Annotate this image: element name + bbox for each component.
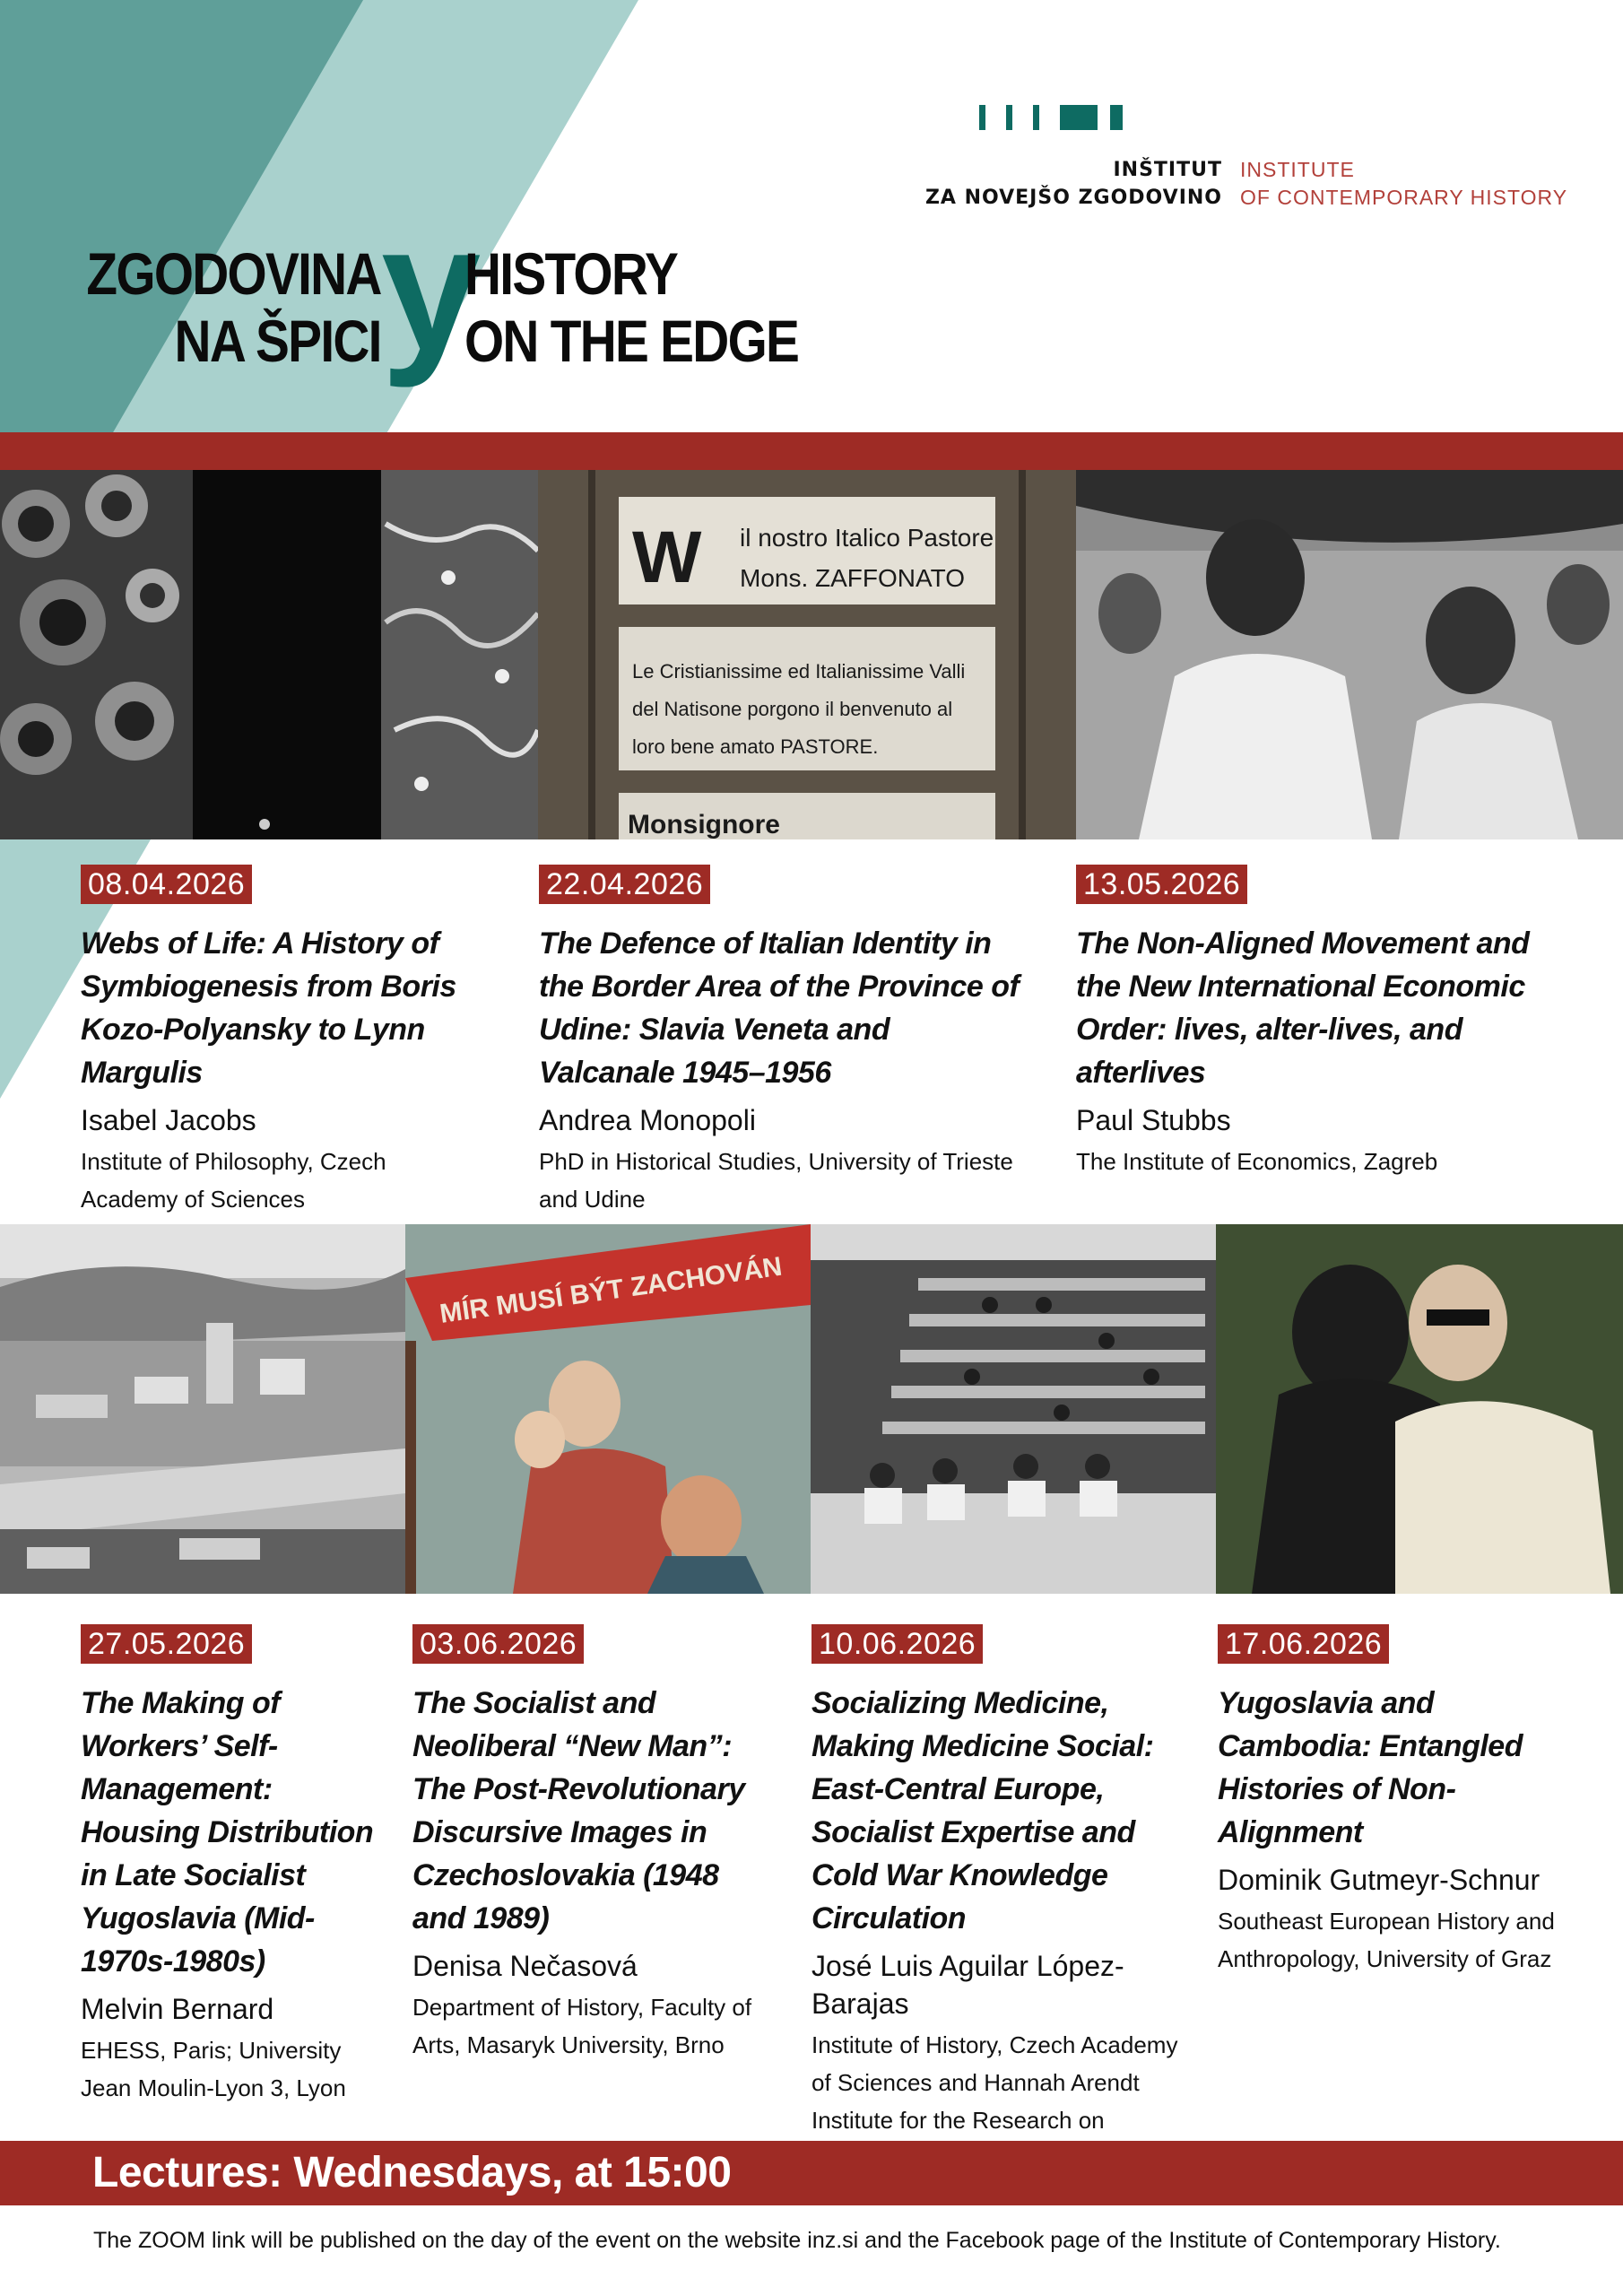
- photo-non-aligned-leaders: [1076, 470, 1623, 839]
- institute-name-slovene: [925, 156, 1222, 212]
- schedule-text: Lectures: Wednesdays, at 15:00: [92, 2149, 732, 2196]
- sign-line-5: loro bene amato PASTORE.: [632, 735, 879, 758]
- lecture-title: Webs of Life: A History of Symbiogenesis from Boris Kozo-Polyansky to Lynn Margulis: [81, 926, 456, 1090]
- lecture-date: 08.04.2026: [81, 865, 252, 904]
- lecture-card: [81, 865, 480, 1218]
- lecture-card: [539, 865, 1028, 1218]
- photo-symbiosis-micrograph: [0, 470, 538, 839]
- lecture-title: The Non-Aligned Movement and the New International Economic Order: lives, alter-lives, and afterlives: [1076, 926, 1530, 1090]
- lecture-card: [1076, 865, 1542, 1180]
- lecture-card: [812, 1624, 1179, 2177]
- sign-line-3: Le Cristianissime ed Italianissime Valli: [632, 660, 966, 683]
- photo-tito-embrace: [1216, 1224, 1623, 1594]
- lecture-affiliation: Institute of History, Czech Academy of Sciences and Hannah Arendt Institute for the Research on: [812, 2031, 1178, 2134]
- lecture-speaker: Denisa Nečasová: [412, 1950, 638, 1982]
- lecture-speaker: José Luis Aguilar López-Barajas: [812, 1950, 1124, 2020]
- series-sl-line1: ZGODOVINA: [86, 240, 381, 307]
- lecture-schedule-banner: [0, 2141, 1623, 2205]
- poster-banner-text: MÍR MUSÍ BÝT ZACHOVÁN: [438, 1251, 785, 1329]
- lecture-date: 22.04.2026: [539, 865, 710, 904]
- institute-en-line2: OF CONTEMPORARY HISTORY: [1240, 186, 1568, 209]
- series-sl-line2: NA ŠPICI: [174, 308, 381, 374]
- series-logo-letter: y: [381, 188, 482, 388]
- lecture-speaker: Dominik Gutmeyr-Schnur: [1218, 1864, 1541, 1896]
- sign-w-letter: W: [632, 517, 702, 598]
- series-en-line1: HISTORY: [464, 240, 678, 307]
- sign-line-1: il nostro Italico Pastore: [740, 524, 994, 552]
- lecture-affiliation: Southeast European History and Anthropology, University of Graz: [1218, 1908, 1555, 1972]
- lecture-card: [412, 1624, 776, 2064]
- lecture-speaker: Isabel Jacobs: [81, 1104, 256, 1136]
- lecture-date: 17.06.2026: [1218, 1624, 1389, 1664]
- lecture-card: [1218, 1624, 1594, 1978]
- lecture-date: 27.05.2026: [81, 1624, 252, 1664]
- photo-city-housing: [0, 1224, 405, 1594]
- lecture-affiliation: PhD in Historical Studies, University of Trieste and Udine: [539, 1148, 1013, 1213]
- lecture-speaker: Melvin Bernard: [81, 1993, 274, 2025]
- institute-en-line1: INSTITUTE: [1240, 158, 1355, 181]
- lecture-date: 03.06.2026: [412, 1624, 584, 1664]
- photo-welcome-signs: [538, 470, 1076, 839]
- sign-line-2: Mons. ZAFFONATO: [740, 564, 965, 592]
- lecture-card: [81, 1624, 386, 2107]
- lecture-date: 13.05.2026: [1076, 865, 1247, 904]
- series-en-line2: ON THE EDGE: [464, 308, 799, 374]
- lecture-affiliation: Department of History, Faculty of Arts, Masaryk University, Brno: [412, 1994, 752, 2058]
- institute-sl-line1: INŠTITUT: [1113, 159, 1222, 181]
- photo-conference-hall: [811, 1224, 1216, 1594]
- lecture-title: The Defence of Italian Identity in the Border Area of the Province of Udine: Slavia Veneta and Valcanale 1945–1956: [539, 926, 1020, 1090]
- lecture-speaker: Andrea Monopoli: [539, 1104, 756, 1136]
- sign-line-4: del Natisone porgono il benvenuto al: [632, 698, 953, 720]
- lecture-date: 10.06.2026: [812, 1624, 983, 1664]
- series-title-english: [464, 240, 798, 375]
- header-divider-band: [0, 432, 1623, 470]
- series-title-slovene: [87, 240, 381, 375]
- institute-sl-line2: ZA NOVEJŠO ZGODOVINO: [924, 187, 1222, 209]
- lecture-affiliation: The Institute of Economics, Zagreb: [1076, 1148, 1438, 1175]
- lecture-affiliation: Institute of Philosophy, Czech Academy of Sciences: [81, 1148, 386, 1213]
- photo-propaganda-poster: [405, 1224, 811, 1594]
- lecture-affiliation: EHESS, Paris; University Jean Moulin-Lyon 3, Lyon: [81, 2037, 346, 2101]
- zoom-link-note: The ZOOM link will be published on the day of the event on the website inz.si and the Facebook page of the Institute of Contemporary History.: [93, 2228, 1501, 2253]
- lecture-speaker: Paul Stubbs: [1076, 1104, 1231, 1136]
- institute-name-english: [1240, 156, 1567, 212]
- lecture-title: Socializing Medicine, Making Medicine Social: East-Central Europe, Socialist Expertise and Cold War Knowledge Circulation: [812, 1686, 1154, 1935]
- sign-line-6: Monsignore: [628, 810, 780, 839]
- lecture-title: The Socialist and Neoliberal “New Man”: The Post-Revolutionary Discursive Images in Czechoslovakia (1948 and 1989): [412, 1686, 745, 1935]
- lecture-title: Yugoslavia and Cambodia: Entangled Histories of Non-Alignment: [1218, 1686, 1523, 1849]
- lecture-title: The Making of Workers’ Self-Management: Housing Distribution in Late Socialist Yugoslavia (Mid-1970s-1980s): [81, 1686, 374, 1979]
